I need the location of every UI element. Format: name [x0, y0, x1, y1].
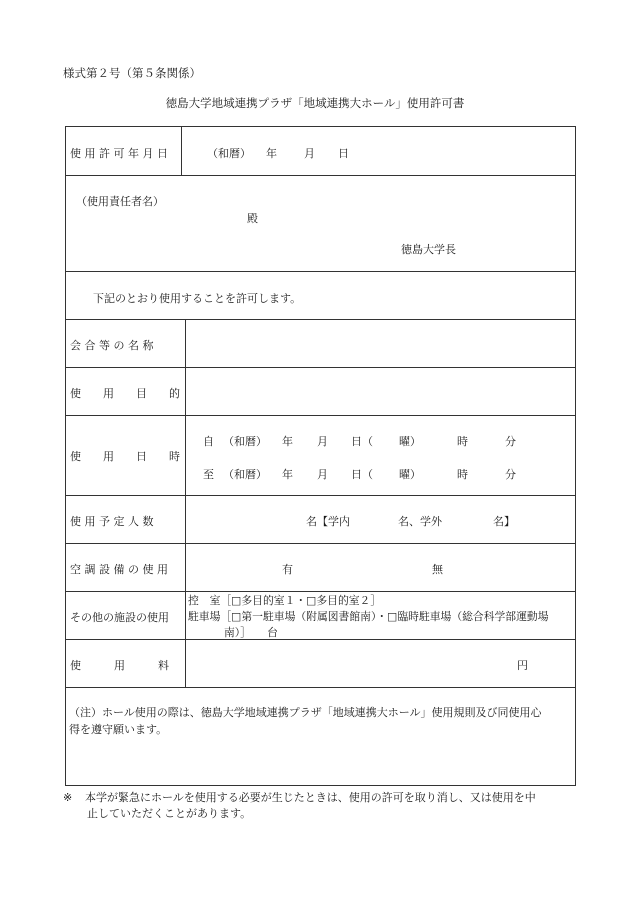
period-from-month: 月 — [317, 435, 328, 448]
parking-line-continued: 南）］ 台 — [224, 626, 278, 639]
aircon-label: 空 調 設 備 の 使 用 — [70, 563, 168, 576]
usage-note-line2: 得を遵守願います。 — [69, 723, 168, 736]
period-from-year: 年 — [282, 435, 293, 448]
parking-line: 駐車場［□第一駐車場（附属図書館南）・□臨時駐車場（総合科学部運動場 — [188, 610, 549, 623]
fee-label: 使 用 料 — [70, 659, 169, 672]
period-from-era: （和暦） — [223, 435, 267, 448]
row-divider — [66, 543, 575, 544]
permit-date-day: 日 — [338, 147, 349, 160]
attendees-text-end: 名】 — [493, 515, 515, 528]
footnote-line2: 止していただくことがあります。 — [87, 807, 252, 820]
row-divider — [66, 367, 575, 368]
period-from-minute: 分 — [505, 435, 516, 448]
row-divider — [66, 415, 575, 416]
period-from-weekday: 曜） — [399, 435, 421, 448]
row-divider — [66, 319, 575, 320]
period-to-month: 月 — [317, 468, 328, 481]
row-divider — [66, 271, 575, 272]
permission-statement: 下記のとおり使用することを許可します。 — [93, 292, 302, 305]
fee-unit: 円 — [517, 659, 528, 672]
column-divider — [181, 127, 182, 175]
responsible-name-label: （使用責任者名） — [76, 195, 164, 208]
issuer-name: 徳島大学長 — [401, 243, 456, 256]
period-from-hour: 時 — [457, 435, 468, 448]
footnote-mark: ※ — [63, 791, 73, 804]
column-divider — [185, 319, 186, 687]
purpose-label: 使 用 目 的 — [70, 387, 180, 400]
permit-date-year: 年 — [266, 147, 277, 160]
footnote — [65, 790, 585, 822]
aircon-yes: 有 — [282, 563, 293, 576]
usage-note-line1: （注）ホール使用の際は、徳島大学地域連携プラザ「地域連携大ホール」使用規則及び同使用心 — [69, 706, 542, 719]
period-to-era: （和暦） — [223, 468, 267, 481]
period-label: 使 用 日 時 — [70, 450, 180, 463]
period-to-prefix: 至 — [203, 468, 214, 481]
period-from-prefix: 自 — [203, 435, 214, 448]
document-title: 徳島大学地域連携プラザ「地域連携大ホール」使用許可書 — [165, 96, 465, 110]
period-to-weekday: 曜） — [399, 468, 421, 481]
row-divider — [66, 639, 575, 640]
period-to-hour: 時 — [457, 468, 468, 481]
period-to-day: 日（ — [351, 468, 373, 481]
footnote-line1: 本学が緊急にホールを使用する必要が生じたときは、使用の許可を取り消し、又は使用を中 — [85, 791, 536, 804]
aircon-no: 無 — [432, 563, 443, 576]
attendees-label: 使 用 予 定 人 数 — [70, 515, 154, 528]
row-divider — [66, 591, 575, 592]
permit-date-label: 使 用 許 可 年 月 日 — [70, 147, 168, 160]
permit-date-month: 月 — [304, 147, 315, 160]
other-facilities-label: その他の施設の使用 — [70, 611, 169, 624]
attendees-text-external: 名、学外 — [398, 515, 442, 528]
row-divider — [66, 175, 575, 176]
period-to-year: 年 — [282, 468, 293, 481]
honorific: 殿 — [247, 212, 258, 225]
row-divider — [66, 687, 575, 688]
permit-form-table — [65, 126, 576, 786]
period-from-day: 日（ — [351, 435, 373, 448]
form-number: 様式第２号（第５条関係） — [63, 66, 201, 80]
period-to-minute: 分 — [505, 468, 516, 481]
row-divider — [66, 495, 575, 496]
event-name-label: 会 合 等 の 名 称 — [70, 339, 154, 352]
waiting-room-line: 控 室［□多目的室１・□多目的室２］ — [188, 594, 382, 607]
attendees-text-internal: 名【学内 — [306, 515, 350, 528]
permit-date-era: （和暦） — [207, 147, 251, 160]
